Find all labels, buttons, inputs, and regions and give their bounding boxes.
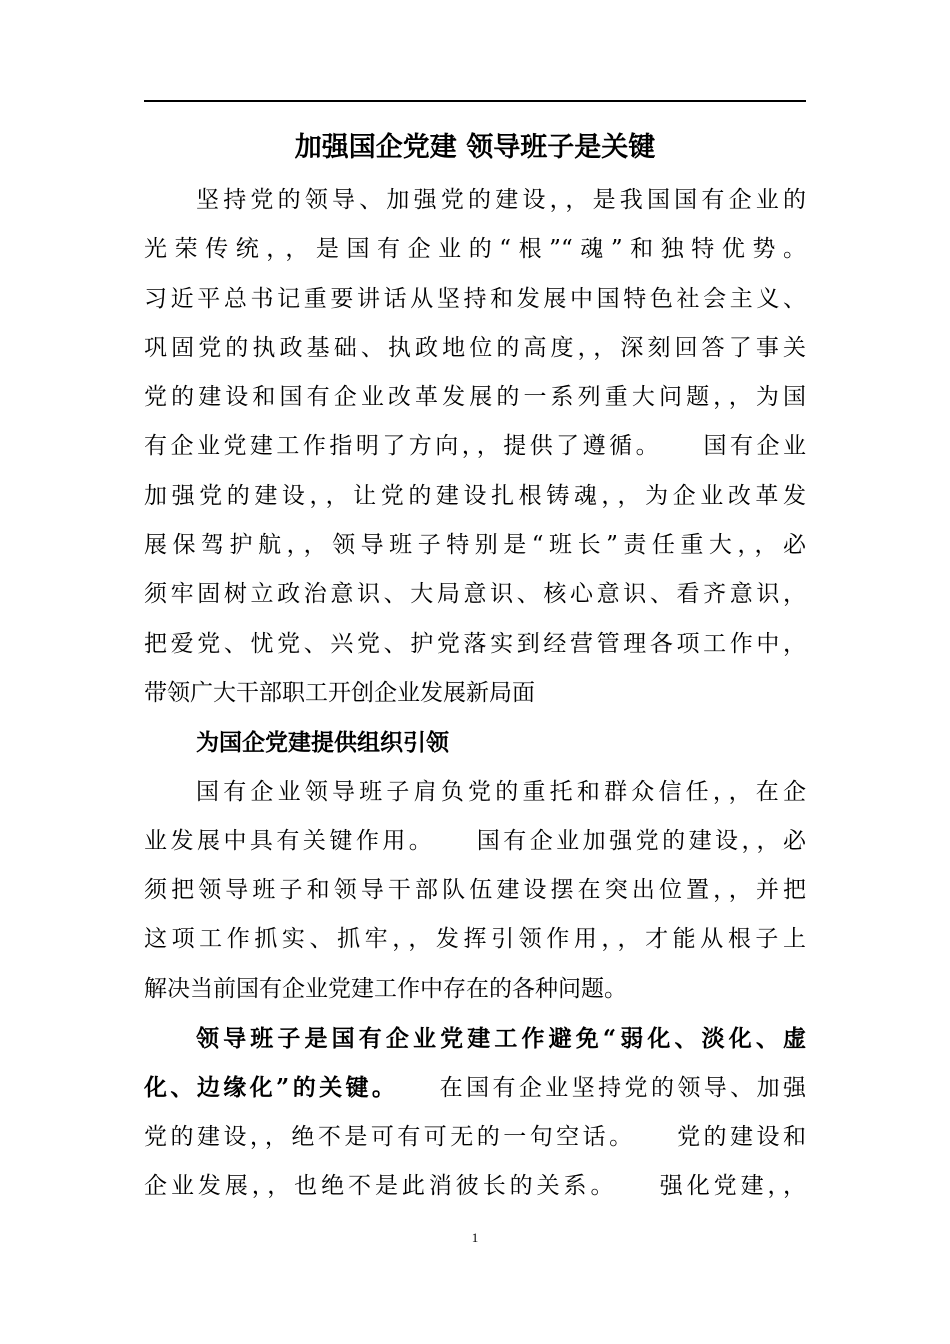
bold-lead-text: 化、边缘化”的关键。 — [144, 1074, 387, 1102]
paragraph-line: 巩固党的执政基础、执政地位的高度，，深刻回答了事关 — [144, 334, 806, 361]
paragraph-line: 党的建设和国有企业改革发展的一系列重大问题，，为国 — [144, 384, 806, 411]
document-title: 加强国企党建 领导班子是关键 — [294, 132, 656, 163]
paragraph-line: 党的建设，，绝不是可有可无的一句空话。 党的建设和 — [144, 1123, 806, 1150]
paragraph-line: 习近平总书记重要讲话从坚持和发展中国特色社会主义、 — [144, 285, 806, 312]
paragraph-line: 把爱党、忧党、兴党、护党落实到经营管理各项工作中， — [144, 630, 806, 657]
paragraph-line: 带领广大干部职工开创企业发展新局面 — [144, 679, 535, 706]
paragraph-line: 企业发展，，也绝不是此消彼长的关系。 强化党建，， — [144, 1172, 806, 1199]
section-heading: 为国企党建提供组织引领 — [196, 729, 449, 757]
paragraph-line: 须牢固树立政治意识、大局意识、核心意识、看齐意识， — [144, 581, 806, 608]
paragraph-line: 国有企业领导班子肩负党的重托和群众信任，，在企 — [196, 778, 806, 805]
paragraph-line: 须把领导班子和领导干部队伍建设摆在突出位置，，并把 — [144, 877, 806, 904]
page-number: 1 — [471, 1230, 479, 1245]
document-body — [144, 176, 806, 1211]
paragraph-line: 加强党的建设，，让党的建设扎根铸魂，，为企业改革发 — [144, 482, 806, 509]
header-rule — [144, 100, 806, 102]
paragraph-line: 这项工作抓实、抓牢，，发挥引领作用，，才能从根子上 — [144, 926, 806, 953]
paragraph-line-mixed — [144, 1063, 806, 1112]
paragraph-line: 业发展中具有关键作用。 国有企业加强党的建设，，必 — [144, 827, 806, 854]
paragraph-line-bold: 领导班子是国有企业党建工作避免“弱化、淡化、虚 — [196, 1025, 806, 1053]
paragraph-line: 光荣传统，，是国有企业的“根”“魂”和独特优势。 — [144, 236, 806, 263]
regular-text: 在国有企业坚持党的领导、加强 — [386, 1075, 806, 1102]
paragraph-line: 解决当前国有企业党建工作中存在的各种问题。 — [144, 975, 627, 1002]
paragraph-line: 展保驾护航，，领导班子特别是“班长”责任重大，，必 — [144, 532, 806, 559]
paragraph-line: 坚持党的领导、加强党的建设，，是我国国有企业的 — [196, 187, 806, 213]
paragraph-line: 有企业党建工作指明了方向，，提供了遵循。 国有企业 — [144, 433, 806, 460]
